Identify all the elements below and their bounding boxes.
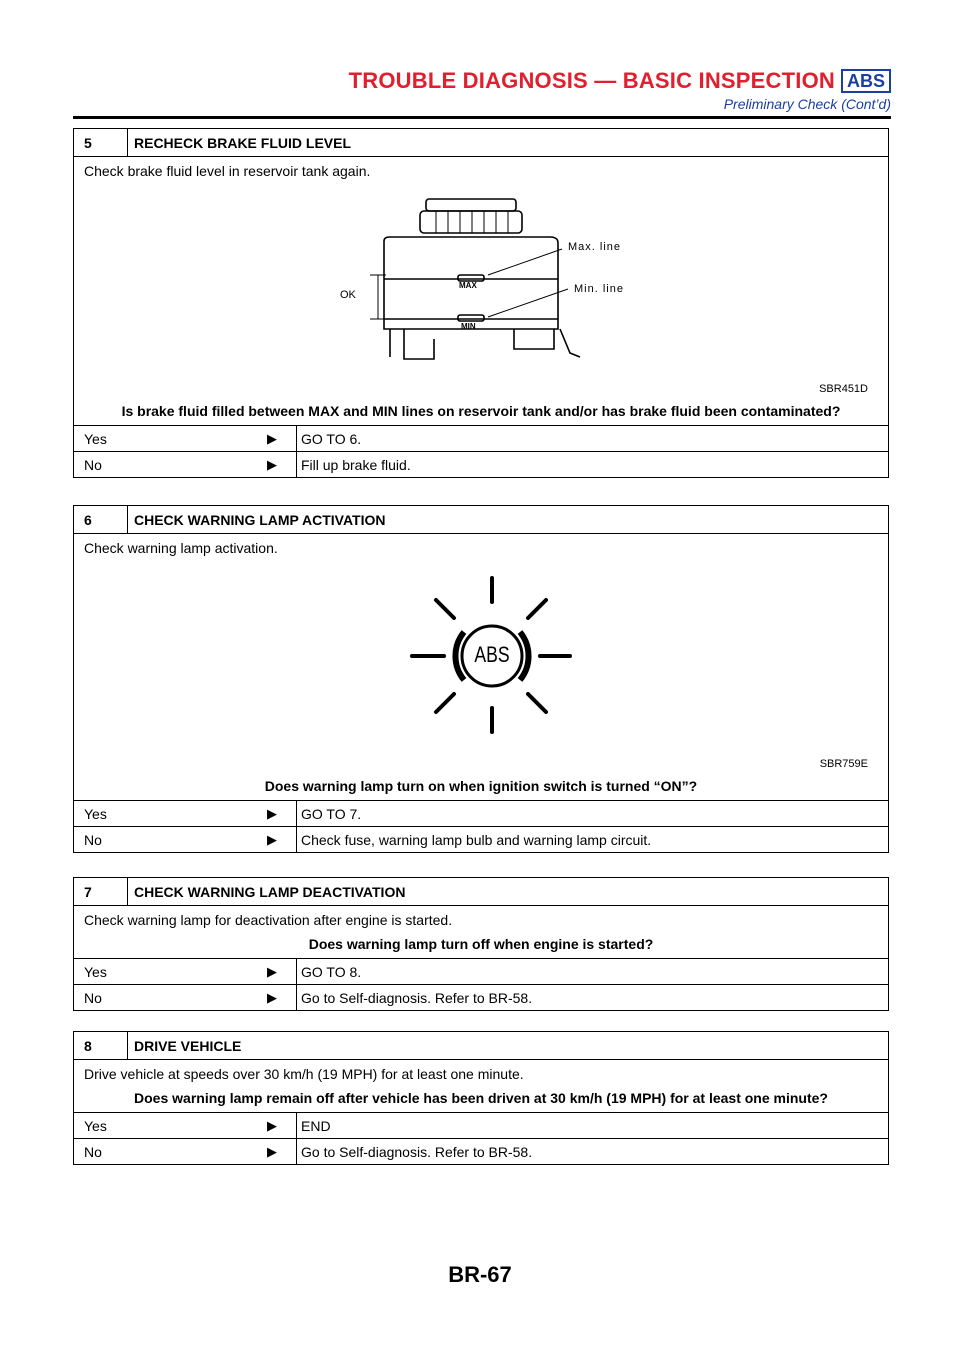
step-question: Is brake fluid filled between MAX and MIN lines on reservoir tank and/or has brake fluid been contaminated? [121, 403, 841, 419]
step-title: CHECK WARNING LAMP ACTIVATION [134, 511, 386, 528]
section-subtitle: Preliminary Check (Cont’d) [723, 96, 891, 112]
step-body [74, 1059, 888, 1112]
step-body [74, 533, 888, 800]
page-number: BR-67 [448, 1262, 512, 1287]
warning-lamp-figure [84, 556, 878, 774]
step-body [74, 156, 888, 425]
max-mark-label: MAX [459, 281, 477, 290]
answer-row-no [74, 826, 888, 852]
step-description: Check brake fluid level in reservoir tank again. [84, 163, 371, 179]
abs-badge: ABS [841, 69, 891, 93]
answer-result: GO TO 7. [296, 801, 361, 826]
max-line-label: Max. line [568, 241, 622, 253]
answer-result: Go to Self-diagnosis. Refer to BR-58. [296, 985, 532, 1010]
step-number: 6 [74, 506, 128, 533]
step-title-row [74, 506, 888, 533]
answer-label: No [84, 831, 102, 848]
answer-label: Yes [84, 963, 107, 980]
step-question: Does warning lamp turn off when engine is started? [308, 936, 654, 952]
answer-result: Fill up brake fluid. [296, 452, 411, 477]
header-rule [73, 116, 891, 119]
arrow-icon: ▶ [267, 430, 277, 446]
answer-row-no [74, 451, 888, 477]
page-header [73, 66, 891, 116]
step-title: CHECK WARNING LAMP DEACTIVATION [134, 883, 406, 900]
answer-result: END [296, 1113, 331, 1138]
step-title-row [74, 129, 888, 156]
answer-label: Yes [84, 430, 107, 447]
figure-code: SBR759E [819, 758, 868, 770]
arrow-icon: ▶ [267, 963, 277, 979]
answer-label: No [84, 989, 102, 1006]
step-5-block [73, 128, 889, 478]
figure-code: SBR451D [819, 383, 868, 395]
arrow-icon: ▶ [267, 989, 277, 1005]
answer-row-yes [74, 800, 888, 826]
arrow-icon: ▶ [267, 805, 277, 821]
step-question: Does warning lamp turn on when ignition switch is turned “ON”? [264, 778, 698, 794]
step-title-row [74, 1032, 888, 1059]
arrow-icon: ▶ [267, 1117, 277, 1133]
answer-result: GO TO 8. [296, 959, 361, 984]
step-7-block [73, 877, 889, 1011]
step-title: RECHECK BRAKE FLUID LEVEL [134, 134, 352, 151]
step-8-block [73, 1031, 889, 1165]
answer-row-yes [74, 425, 888, 451]
step-number: 5 [74, 129, 128, 156]
answer-row-yes [74, 1112, 888, 1138]
ok-label: OK [340, 289, 356, 301]
arrow-icon: ▶ [267, 456, 277, 472]
reservoir-figure [84, 179, 878, 399]
answer-row-yes [74, 958, 888, 984]
step-question: Does warning lamp remain off after vehicle has been driven at 30 km/h (19 MPH) for at least one minute? [134, 1090, 828, 1106]
answer-row-no [74, 1138, 888, 1164]
abs-lamp-text: ABS [474, 642, 510, 667]
answer-row-no [74, 984, 888, 1010]
answer-label: No [84, 1143, 102, 1160]
step-title-row [74, 878, 888, 905]
answer-label: Yes [84, 805, 107, 822]
step-description: Check warning lamp for deactivation after engine is started. [84, 912, 453, 928]
section-title-text: TROUBLE DIAGNOSIS — BASIC INSPECTION [348, 68, 835, 93]
arrow-icon: ▶ [267, 831, 277, 847]
answer-result: Go to Self-diagnosis. Refer to BR-58. [296, 1139, 532, 1164]
step-title: DRIVE VEHICLE [134, 1037, 242, 1054]
step-number: 8 [74, 1032, 128, 1059]
section-title [349, 68, 891, 94]
step-number: 7 [74, 878, 128, 905]
step-description: Drive vehicle at speeds over 30 km/h (19 MPH) for at least one minute. [84, 1066, 524, 1082]
answer-result: GO TO 6. [296, 426, 361, 451]
step-6-block [73, 505, 889, 853]
arrow-icon: ▶ [267, 1143, 277, 1159]
answer-result: Check fuse, warning lamp bulb and warning lamp circuit. [296, 827, 651, 852]
min-mark-label: MIN [461, 322, 476, 331]
step-description: Check warning lamp activation. [84, 540, 278, 556]
reservoir-tank-illustration [84, 179, 878, 399]
answer-label: Yes [84, 1117, 107, 1134]
answer-label: No [84, 456, 102, 473]
step-body [74, 905, 888, 958]
min-line-label: Min. line [574, 283, 624, 295]
